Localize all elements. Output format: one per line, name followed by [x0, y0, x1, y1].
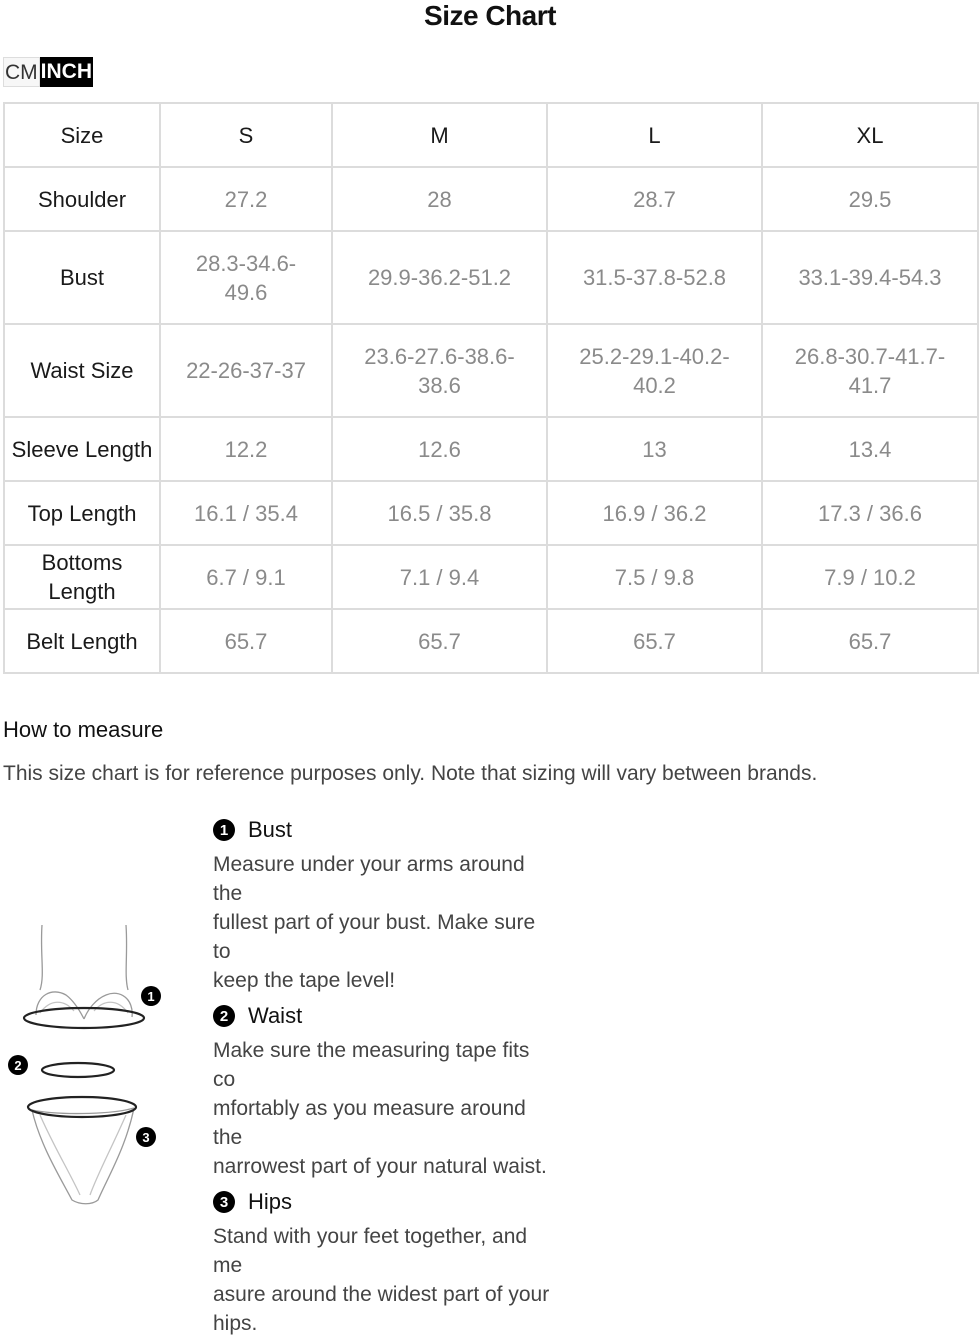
table-cell: 28 — [332, 167, 547, 231]
row-label: Waist Size — [4, 324, 160, 417]
table-cell: 7.1 / 9.4 — [332, 545, 547, 609]
row-label: Sleeve Length — [4, 417, 160, 481]
table-row — [4, 324, 978, 417]
table-cell: 29.5 — [762, 167, 978, 231]
table-cell: 28.7 — [547, 167, 762, 231]
marker-3-label: 3 — [142, 1130, 150, 1145]
table-row — [4, 481, 978, 545]
table-cell: 16.1 / 35.4 — [160, 481, 332, 545]
table-cell: 26.8-30.7-41.7- 41.7 — [762, 324, 978, 417]
table-cell: 28.3-34.6- 49.6 — [160, 231, 332, 324]
table-cell: 13 — [547, 417, 762, 481]
header-cell: Size — [4, 103, 160, 167]
table-cell: 13.4 — [762, 417, 978, 481]
step-title: Waist — [248, 1003, 303, 1028]
marker-1-label: 1 — [147, 989, 155, 1004]
row-label: Bust — [4, 231, 160, 324]
header-cell: M — [332, 103, 547, 167]
table-cell: 7.5 / 9.8 — [547, 545, 762, 609]
step-number-badge: 1 — [213, 819, 235, 841]
step-text: Measure under your arms around the fullest part of your bust. Make sure to keep the tape level! — [213, 853, 536, 992]
table-cell: 16.5 / 35.8 — [332, 481, 547, 545]
step-text: Stand with your feet together, and me asure around the widest part of your hips. — [213, 1225, 550, 1335]
bikini-measure-diagram-icon — [0, 915, 175, 1215]
table-cell: 7.9 / 10.2 — [762, 545, 978, 609]
row-label: Bottoms Length — [4, 545, 160, 609]
step-title: Hips — [248, 1189, 293, 1214]
step-number-badge: 3 — [213, 1191, 235, 1213]
table-cell: 65.7 — [160, 609, 332, 673]
step-hips — [213, 1187, 553, 1338]
header-cell: S — [160, 103, 332, 167]
step-bust — [213, 815, 553, 995]
table-row — [4, 609, 978, 673]
table-cell: 25.2-29.1-40.2- 40.2 — [547, 324, 762, 417]
table-row — [4, 545, 978, 609]
table-cell: 27.2 — [160, 167, 332, 231]
table-header-row — [4, 103, 978, 167]
row-label: Top Length — [4, 481, 160, 545]
table-cell: 31.5-37.8-52.8 — [547, 231, 762, 324]
row-label: Belt Length — [4, 609, 160, 673]
header-cell: L — [547, 103, 762, 167]
size-table — [3, 102, 979, 674]
table-row — [4, 231, 978, 324]
how-to-measure-note: This size chart is for reference purposes only. Note that sizing will vary between brands. — [3, 762, 818, 785]
table-cell: 12.2 — [160, 417, 332, 481]
row-label: Shoulder — [4, 167, 160, 231]
unit-toggle — [3, 57, 93, 87]
table-cell: 22-26-37-37 — [160, 324, 332, 417]
how-to-measure-title: How to measure — [3, 717, 164, 742]
table-cell: 33.1-39.4-54.3 — [762, 231, 978, 324]
table-cell: 65.7 — [547, 609, 762, 673]
table-cell: 65.7 — [762, 609, 978, 673]
unit-cm-button[interactable]: CM — [3, 57, 40, 87]
table-cell: 23.6-27.6-38.6- 38.6 — [332, 324, 547, 417]
marker-2-label: 2 — [14, 1058, 22, 1073]
table-row — [4, 417, 978, 481]
step-text: Make sure the measuring tape fits co mfortably as you measure around the narrowest part of your natural waist. — [213, 1039, 547, 1178]
step-title: Bust — [248, 817, 293, 842]
header-cell: XL — [762, 103, 978, 167]
table-cell: 12.6 — [332, 417, 547, 481]
table-cell: 6.7 / 9.1 — [160, 545, 332, 609]
table-cell: 16.9 / 36.2 — [547, 481, 762, 545]
table-cell: 65.7 — [332, 609, 547, 673]
step-number-badge: 2 — [213, 1005, 235, 1027]
figure-marker — [136, 1127, 156, 1147]
page-title: Size Chart — [424, 0, 556, 31]
table-cell: 17.3 / 36.6 — [762, 481, 978, 545]
table-cell: 29.9-36.2-51.2 — [332, 231, 547, 324]
figure-marker — [141, 986, 161, 1006]
unit-inch-button[interactable]: INCH — [40, 57, 93, 87]
step-waist — [213, 1001, 553, 1181]
table-row — [4, 167, 978, 231]
figure-marker — [8, 1055, 28, 1075]
